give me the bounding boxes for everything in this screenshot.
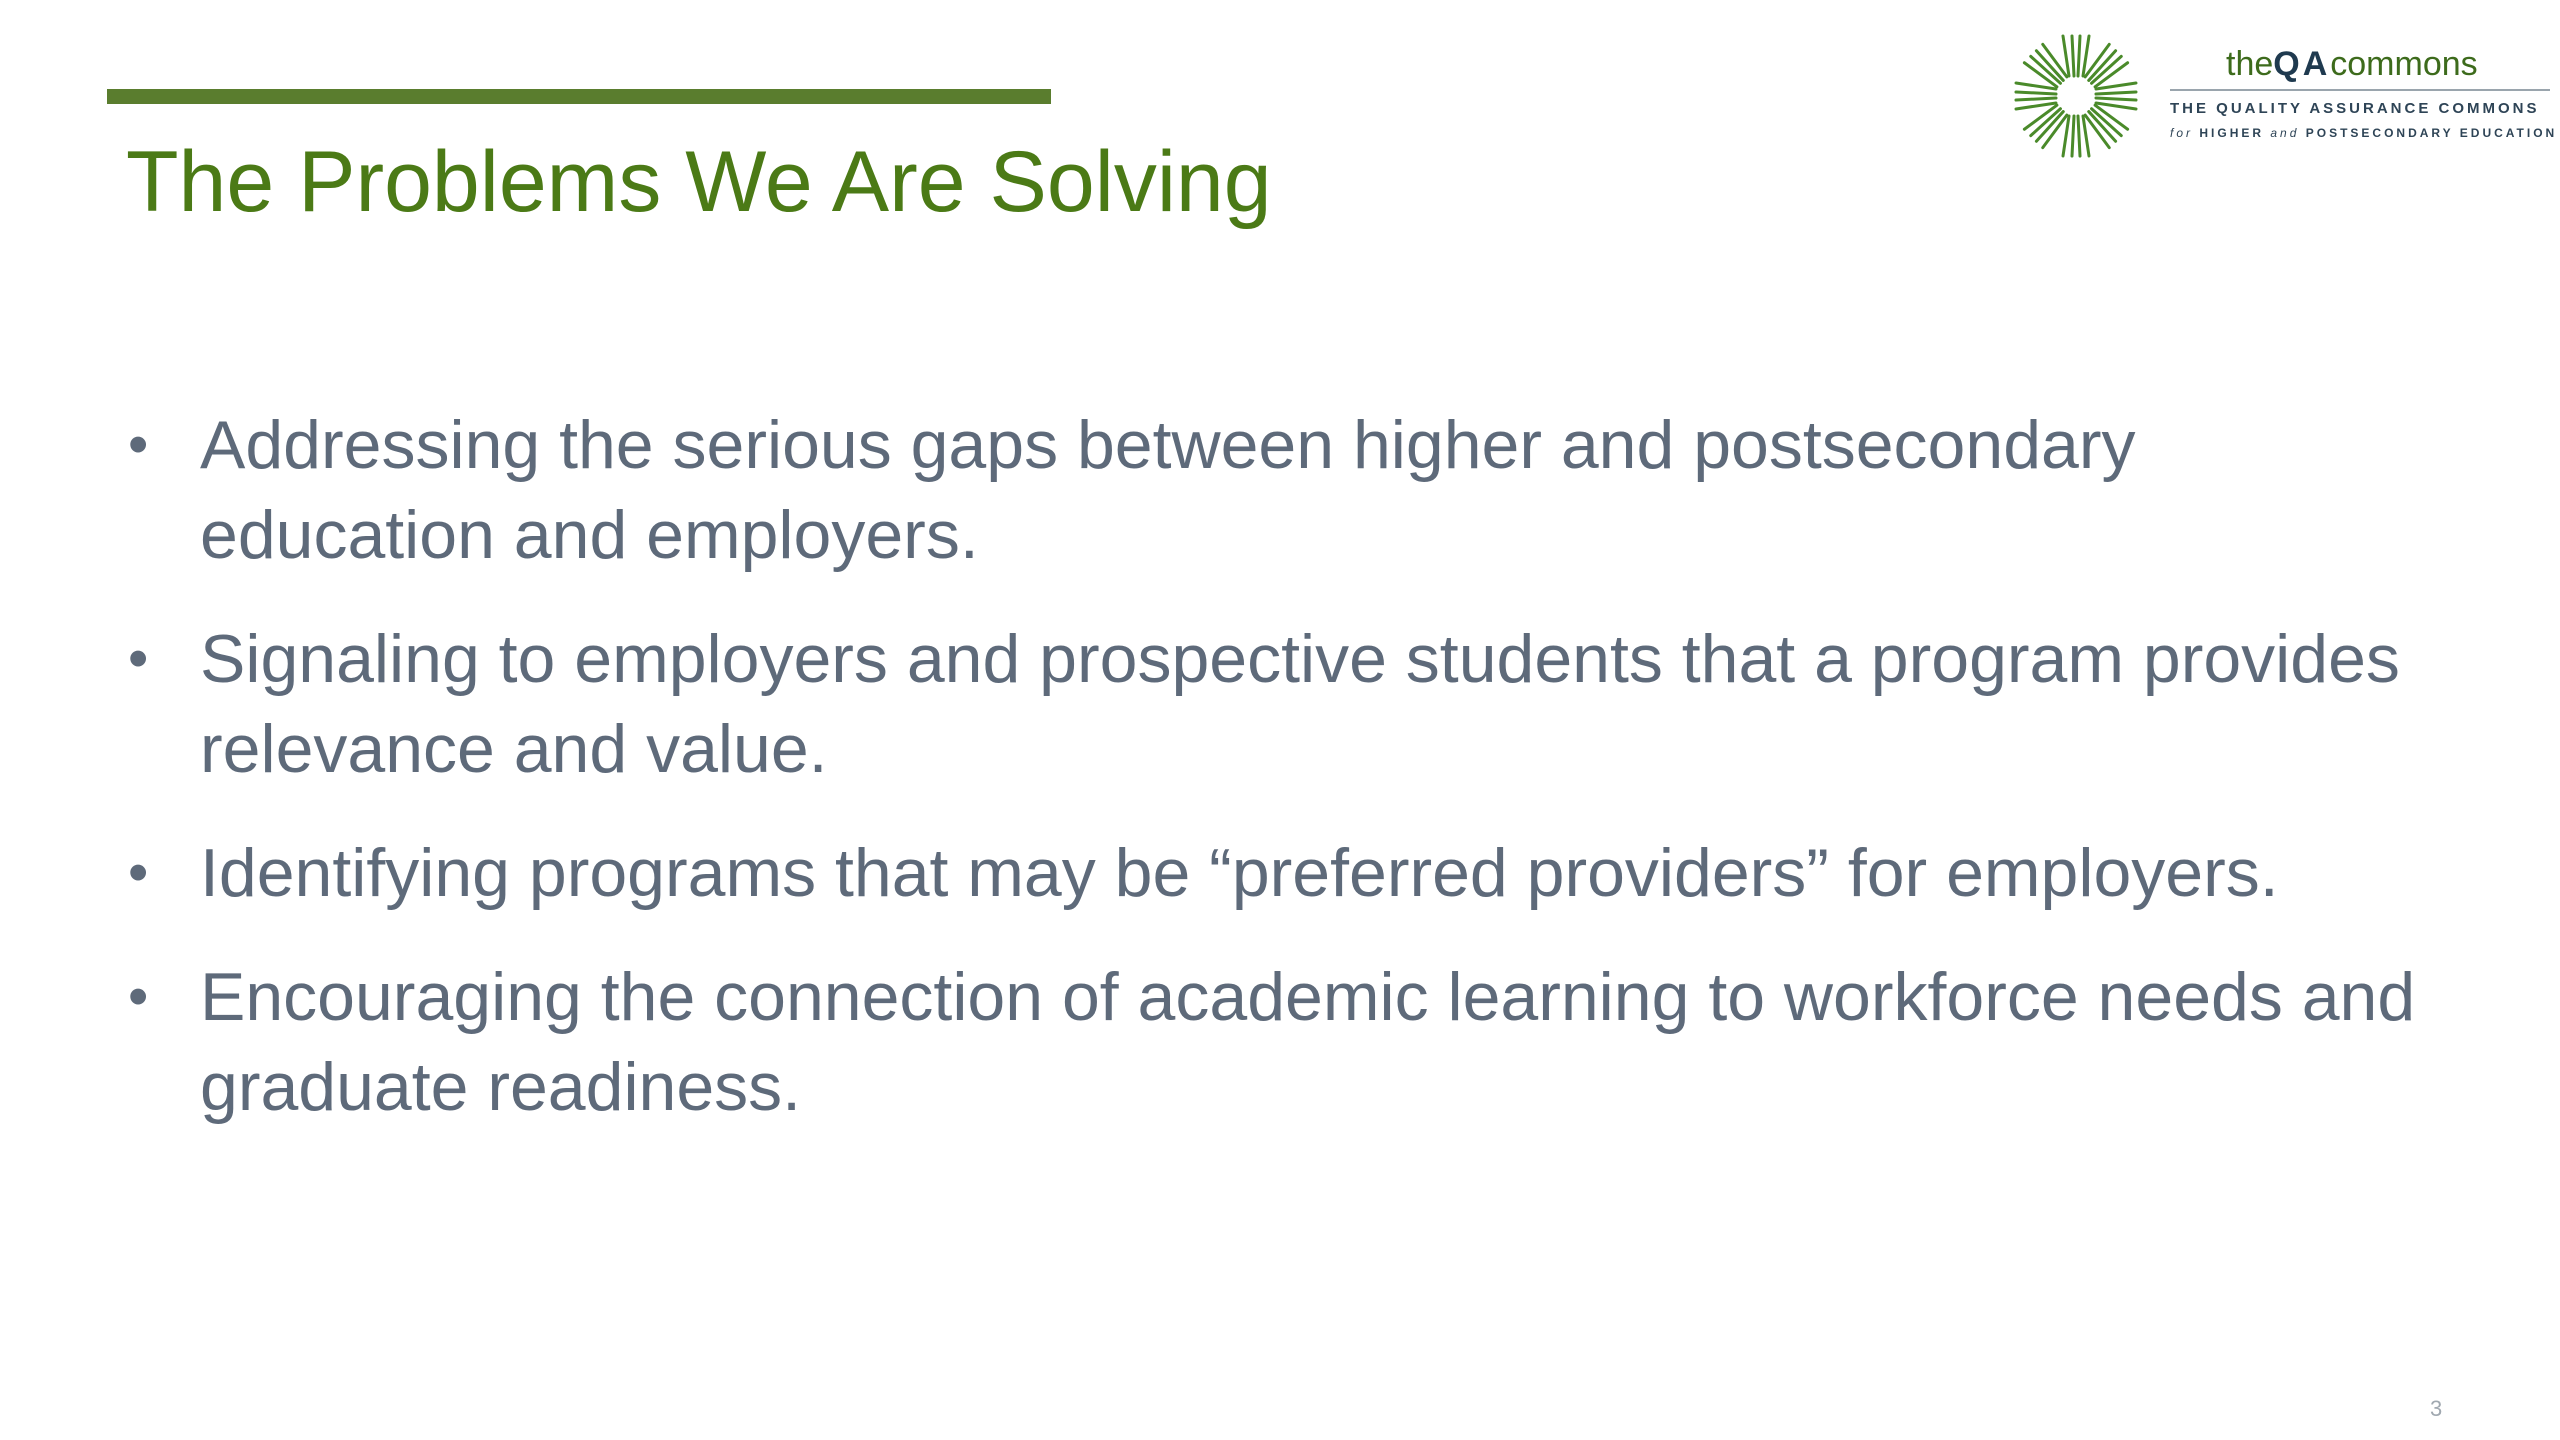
bullet-item <box>122 614 2422 794</box>
logo-name-prefix: the <box>2226 45 2274 83</box>
logo-subtagline <box>2170 126 2557 140</box>
logo-subtagline-rest: POSTSECONDARY EDUCATION <box>2305 126 2558 140</box>
qa-commons-logo <box>2012 28 2558 168</box>
title-rule <box>107 89 1051 104</box>
bullet-text: Addressing the serious gaps between higher and postsecondary education and employers. <box>200 407 2136 573</box>
logo-subtagline-for: for <box>2170 126 2194 140</box>
logo-name <box>2226 44 2478 84</box>
logo-divider <box>2170 89 2550 91</box>
bullet-item <box>122 952 2422 1132</box>
logo-subtagline-and: and <box>2270 126 2300 140</box>
bullet-marker: • <box>128 412 149 477</box>
logo-name-emphasis: QA <box>2273 45 2331 83</box>
bullet-text: Identifying programs that may be “preferred providers” for employers. <box>200 835 2279 911</box>
bullet-item <box>122 828 2422 918</box>
bullet-item <box>122 400 2422 580</box>
bullet-marker: • <box>128 964 149 1029</box>
logo-tagline: THE QUALITY ASSURANCE COMMONS <box>2170 100 2540 117</box>
bullet-marker: • <box>128 840 149 905</box>
bullet-text: Encouraging the connection of academic learning to workforce needs and graduate readiness. <box>200 959 2416 1125</box>
page-number: 3 <box>2430 1396 2443 1421</box>
logo-subtagline-higher: HIGHER <box>2199 126 2265 140</box>
bullet-text: Signaling to employers and prospective students that a program provides relevance and value. <box>200 621 2400 787</box>
bullet-marker: • <box>128 626 149 691</box>
sunburst-icon <box>2012 32 2140 160</box>
slide-title: The Problems We Are Solving <box>126 134 1272 230</box>
bullet-list <box>122 400 2422 1166</box>
logo-name-suffix: commons <box>2330 45 2478 83</box>
